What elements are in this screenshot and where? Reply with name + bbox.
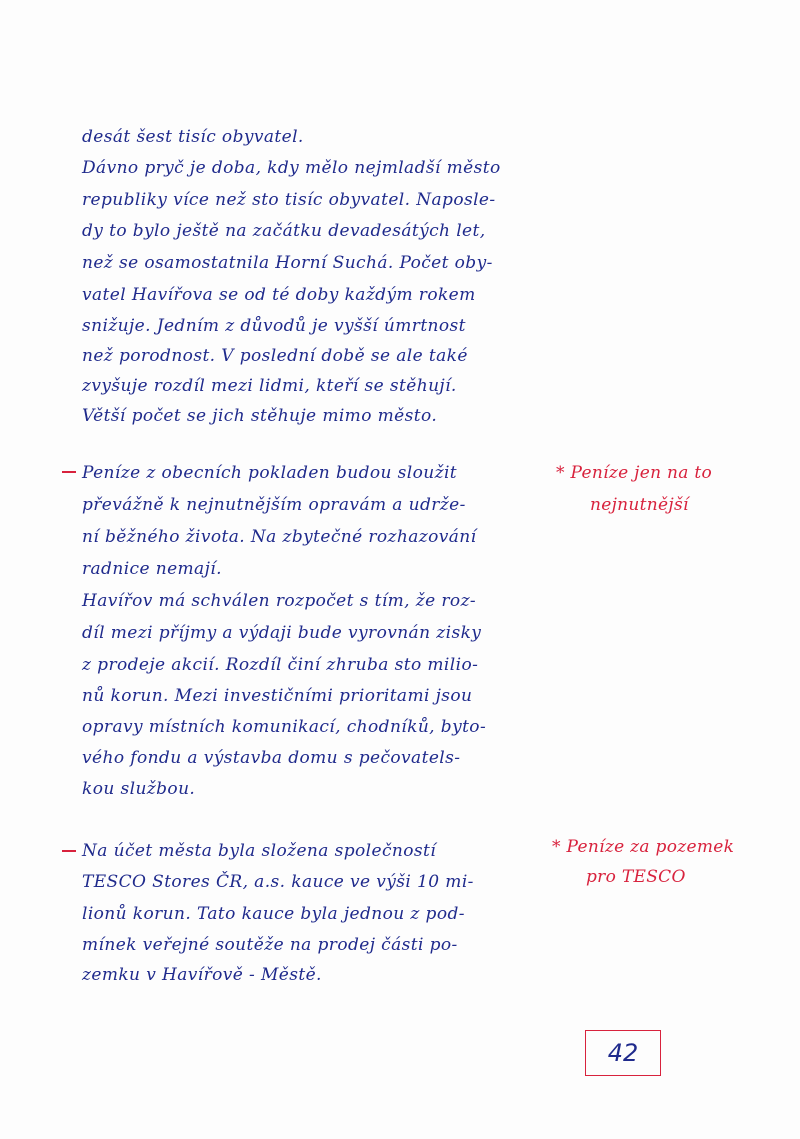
paragraph-3-line-3: lionů korun. Tato kauce byla jednou z pod-	[82, 904, 465, 924]
paragraph-2-line-9: opravy místních komunikací, chodníků, byto-	[82, 717, 487, 737]
paragraph-3-line-2: TESCO Stores ČR, a.s. kauce ve výši 10 mi-	[82, 872, 474, 892]
paragraph-3-line-1: Na účet města byla složena společností	[82, 841, 437, 861]
paragraph-2-line-6: díl mezi příjmy a výdaji bude vyrovnán zisky	[82, 623, 482, 643]
paragraph-1-line-9: zvyšuje rozdíl mezi lidmi, kteří se stěhují.	[82, 376, 457, 396]
margin-note-2-line-2: pro TESCO	[586, 867, 686, 887]
paragraph-3-line-4: mínek veřejné soutěže na prodej části po-	[82, 935, 458, 955]
paragraph-2-line-11: kou službou.	[82, 779, 196, 799]
paragraph-2-line-1: Peníze z obecních pokladen budou sloužit	[82, 463, 458, 483]
paragraph-1-line-3: republiky více než sto tisíc obyvatel. Naposle-	[82, 190, 496, 210]
paragraph-2-line-5: Havířov má schválen rozpočet s tím, že roz-	[82, 591, 477, 611]
margin-note-2-line-1: * Peníze za pozemek	[552, 837, 735, 857]
page-number-box	[585, 1030, 661, 1076]
paragraph-1-line-7: snižuje. Jedním z důvodů je vyšší úmrtnost	[82, 316, 466, 336]
paragraph-1-line-4: dy to bylo ještě na začátku devadesátých let,	[82, 221, 486, 241]
paragraph-2-line-7: z prodeje akcií. Rozdíl činí zhruba sto milio-	[82, 655, 479, 675]
paragraph-2-line-2: převážně k nejnutnějším opravám a udrže-	[82, 495, 466, 515]
paragraph-1-line-1: desát šest tisíc obyvatel.	[82, 127, 304, 147]
bullet-dash	[62, 471, 76, 473]
paragraph-1-line-10: Větší počet se jich stěhuje mimo město.	[82, 406, 438, 426]
page-number: 42	[607, 1039, 639, 1067]
paragraph-1-line-5: než se osamostatnila Horní Suchá. Počet oby-	[82, 253, 493, 273]
paragraph-2-line-8: nů korun. Mezi investičními prioritami jsou	[82, 686, 473, 706]
paragraph-2-line-4: radnice nemají.	[82, 559, 222, 579]
paragraph-1-line-8: než porodnost. V poslední době se ale také	[82, 346, 468, 366]
paragraph-2-line-3: ní běžného života. Na zbytečné rozhazování	[82, 527, 477, 547]
paragraph-1-line-2: Dávno pryč je doba, kdy mělo nejmladší město	[82, 158, 501, 178]
paragraph-3-line-5: zemku v Havířově - Městě.	[82, 965, 322, 985]
margin-note-1-line-1: * Peníze jen na to	[556, 463, 713, 483]
paragraph-2-line-10: vého fondu a výstavba domu s pečovatels-	[82, 748, 461, 768]
margin-note-1-line-2: nejnutnější	[590, 495, 689, 515]
bullet-dash	[62, 850, 76, 852]
paragraph-1-line-6: vatel Havířova se od té doby každým rokem	[82, 285, 476, 305]
